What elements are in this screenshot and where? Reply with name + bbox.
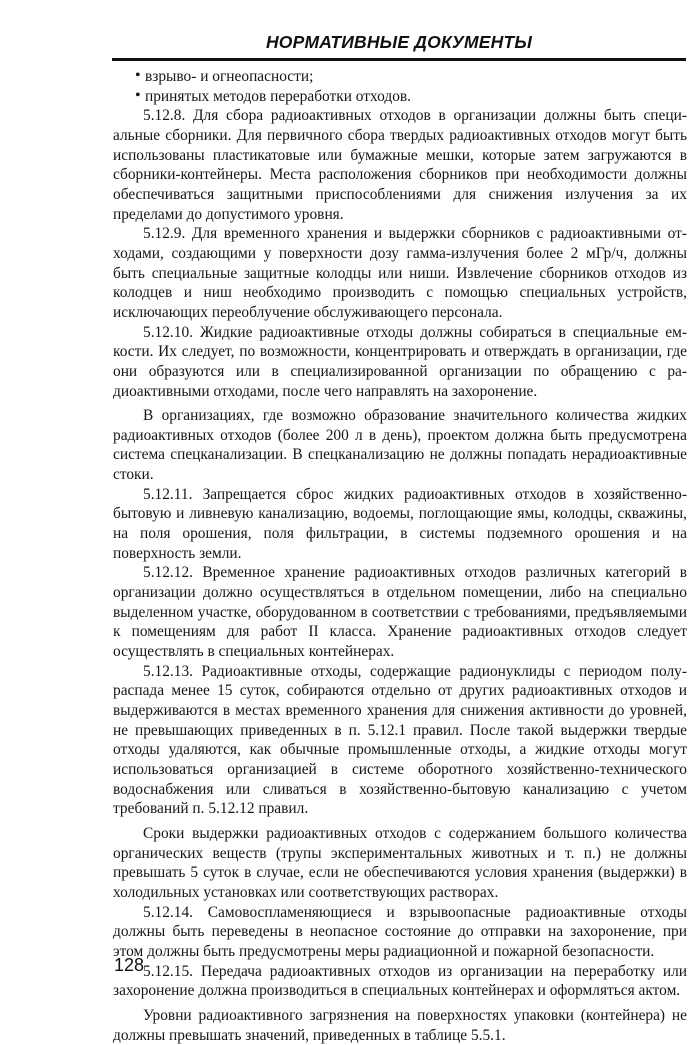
paragraph-5-12-15: 5.12.15. Передача радиоактивных отходов из организации на переработку или захоронение должна производиться в специальных контейнерах и оформляться актом.: [113, 962, 687, 1000]
list-item: • принятых методов переработки отходов.: [113, 87, 687, 107]
paragraph-5-12-11: 5.12.11. Запрещается сброс жидких радиоактивных отходов в хозяйственнобытовую и ливневую канализацию, водоемы, поглощающие ямы, колодцы, скважины, на поля орошения, поля фильтрации, в системы подземного орошения и на поверхность земли.: [113, 485, 687, 562]
paragraph-storage-terms: Сроки выдержки радиоактивных отходов с содержанием большого количества органических веществ (трупы экспериментальных животных и т. п.) не должны превышать 5 суток в случае, если не обеспечиваются условия хранения (выдержки) в холодильных установках или соответствующих растворах.: [113, 824, 687, 901]
document-body: [113, 67, 687, 1045]
paragraph-5-12-13: 5.12.13. Радиоактивные отходы, содержащие радионуклиды с периодом полураспада менее 15 суток, собираются отдельно от других радиоактивных отходов и выдерживаются в местах временного хранения для снижения активности до уровней, не превышающих приведенных в п. 5.12.1 правил. После такой выдержки твердые отходы удаляются, как обычные промышленные отходы, а жидкие отходы могут использоваться организацией в системе оборотного хозяйственно-технического водоснабжения или сливаться в хозяйственно-бытовую канализацию с учетом требований п. 5.12.12 правил.: [113, 662, 687, 818]
running-header: [112, 12, 686, 60]
paragraph-liquid-waste-sewerage: В организациях, где возможно образование значительного количества жидких радиоактивных отходов (более 200 л в день), проектом должна быть предусмотрена система спецканализации. В спецканализацию не должны попадать нерадиоактивные стоки.: [113, 407, 687, 484]
page-number: 128: [114, 955, 145, 975]
paragraph-contamination-levels: Уровни радиоактивного загрязнения на поверхностях упаковки (контейнера) не должны превышать значений, приведенных в таблице 5.5.1.: [113, 1006, 687, 1044]
list-item: • взрыво- и огнеопасности;: [113, 67, 687, 87]
paragraph-5-12-12: 5.12.12. Временное хранение радиоактивных отходов различных категорий в организации должно осуществляться в отдельном помещении, либо на специально выделенном участке, оборудованном в соответствии с требованиями, предъявляемыми к помещениям для работ II класса. Хранение радиоактивных отходов следует осуществлять в специальных контейнерах.: [113, 564, 687, 661]
paragraph-5-12-10: 5.12.10. Жидкие радиоактивные отходы должны собираться в специальные емкости. Их следует, по возможности, концентрировать и отверждать в организации, где они образуются или в специализированной организации по обращению с радиоактивными отходами, после чего направлять на захоронение.: [113, 323, 687, 400]
paragraph-5-12-14: 5.12.14. Самовоспламеняющиеся и взрывоопасные радиоактивные отходы должны быть переведены в неопасное состояние до отправки на захоронение, при этом должны быть предусмотрены меры радиационной и пожарной безопасности.: [113, 903, 687, 960]
bullet-list: [113, 67, 687, 106]
header-rule: [112, 58, 686, 61]
section-title: НОРМАТИВНЫЕ ДОКУМЕНТЫ: [265, 32, 533, 52]
paragraph-5-12-9: 5.12.9. Для временного хранения и выдержки сборников с радиоактивными отходами, создающими у поверхности дозу гамма-излучения более 2 мГр/ч, должны быть специальные защитные колодцы или ниши. Извлечение сборников отходов из колодцев и ниш необходимо производить с помощью специальных устройств, исключающих переоблучение обслуживающего персонала.: [113, 225, 687, 321]
paragraph-5-12-8: 5.12.8. Для сбора радиоактивных отходов в организации должны быть специальные сборники. Для первичного сбора твердых радиоактивных отходов могут быть использованы пластикатовые или бумажные мешки, которые затем загружаются в сборники-контейнеры. Места расположения сборников при необходимости должны обеспечиваться защитными приспособлениями для снижения излучения за их пределами до допустимого уровня.: [113, 107, 687, 223]
